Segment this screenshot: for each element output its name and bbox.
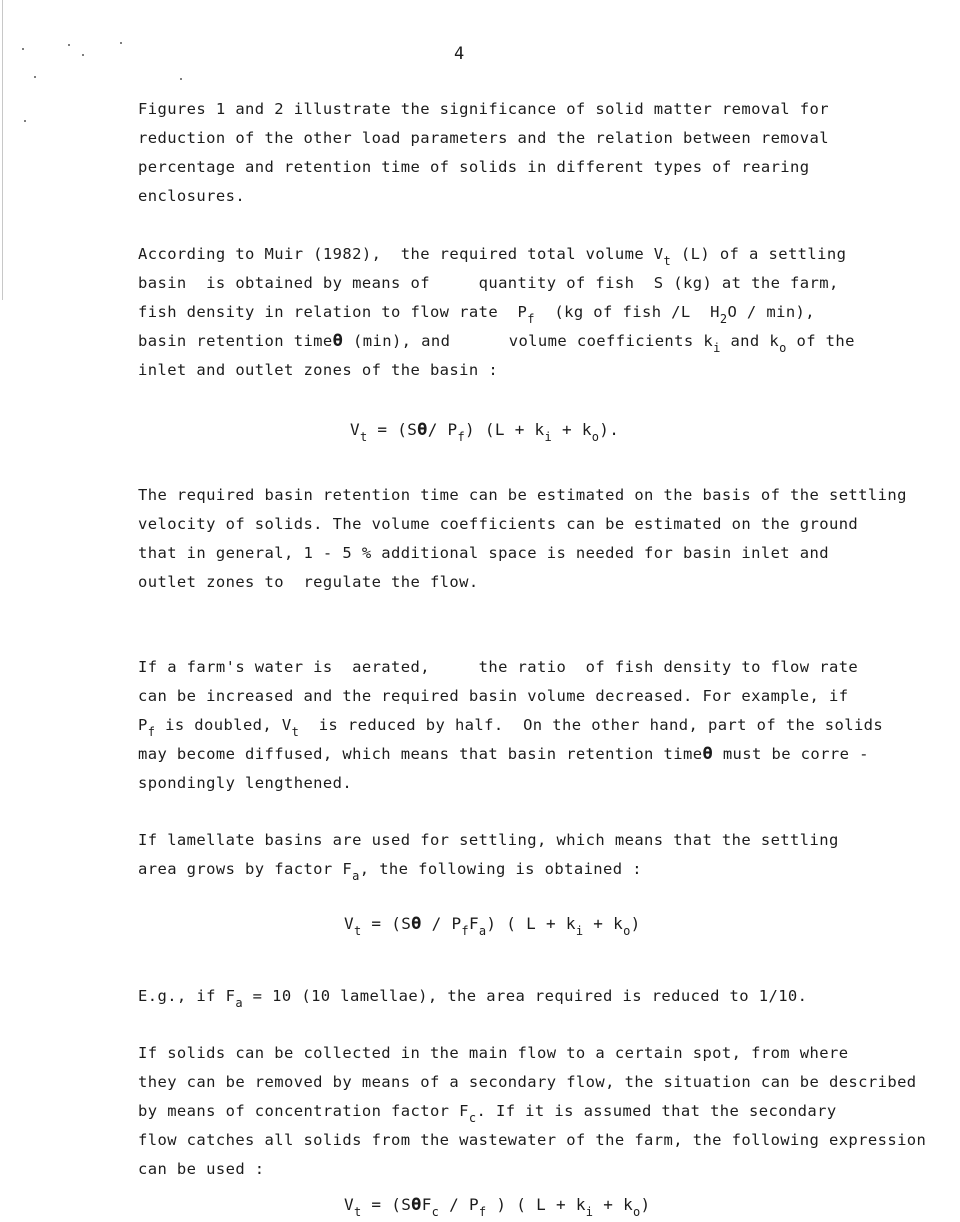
text-line: The required basin retention time can be estimated on the basis of the settling	[138, 486, 907, 504]
scan-speck	[120, 42, 122, 44]
text-line: outlet zones to regulate the flow.	[138, 573, 479, 591]
text-line: basin retention timeϴ (min), and volume coefficients $k_i$ and $k_o$ of the	[138, 331, 855, 355]
scan-speck	[82, 54, 84, 56]
text-line: can be used :	[138, 1160, 265, 1178]
theta-symbol: ϴ	[332, 331, 344, 351]
theta-symbol: ϴ	[702, 744, 714, 764]
text-line: can be increased and the required basin volume decreased. For example, if	[138, 687, 849, 705]
paragraph-concentration	[138, 1039, 938, 1184]
paragraph-muir-volume	[138, 240, 938, 385]
scan-speck	[180, 78, 182, 80]
text-line: inlet and outlet zones of the basin :	[138, 361, 499, 379]
equation-volume-concentration: $V_t = (SϴF_c / P_f$ ) ( $L + k_i + k_o$)	[344, 1195, 651, 1219]
page-number: 4	[454, 44, 465, 64]
text-line: fish density in relation to flow rate $P_f$ (kg of fish /L $H_2O / \min$),	[138, 303, 816, 326]
paragraph-lamellate	[138, 826, 938, 884]
text-line: enclosures.	[138, 187, 246, 205]
text-line: velocity of solids. The volume coefficients can be estimated on the ground	[138, 515, 859, 533]
text-line: E.g., if $F_a = 10$ (10 lamellae), the area required is reduced to 1/10.	[138, 987, 808, 1010]
text-line: spondingly lengthened.	[138, 774, 353, 792]
paragraph-example-lamellae	[138, 982, 938, 1011]
scan-speck	[68, 44, 70, 46]
equation-volume-lamellate: $V_t = (Sϴ / P_fF_a)$ ( $L + k_i + k_o$)	[344, 914, 641, 938]
equation-volume-basic: $V_t = (Sϴ/$ $P_f$) $(L + k_i + k_o)$.	[350, 420, 620, 444]
text-line: that in general, 1 - 5 % additional space is needed for basin inlet and	[138, 544, 829, 562]
scan-speck	[22, 48, 24, 50]
text-line: $P_f$ is doubled, $V_t$ is reduced by half. On the other hand, part of the solids	[138, 716, 884, 739]
text-line: If a farm's water is aerated, the ratio of fish density to flow rate	[138, 658, 859, 676]
paragraph-retention-time	[138, 481, 938, 597]
text-line: they can be removed by means of a secondary flow, the situation can be described	[138, 1073, 917, 1091]
text-line: If solids can be collected in the main flow to a certain spot, from where	[138, 1044, 849, 1062]
paragraph-figures-intro	[138, 95, 938, 211]
scan-speck	[34, 76, 36, 78]
text-line: According to Muir (1982), the required total volume $V_t$ (L) of a settling	[138, 245, 847, 268]
text-line: percentage and retention time of solids in different types of rearing	[138, 158, 810, 176]
text-line: flow catches all solids from the wastewater of the farm, the following expression	[138, 1131, 927, 1149]
text-line: may become diffused, which means that basin retention timeϴ must be corre -	[138, 744, 869, 764]
text-line: by means of concentration factor $F_c$. If it is assumed that the secondary	[138, 1102, 837, 1125]
scan-margin-line	[2, 0, 3, 300]
text-line: basin is obtained by means of quantity of fish S (kg) at the farm,	[138, 274, 839, 292]
text-line: area grows by factor $F_a$, the following is obtained :	[138, 860, 642, 883]
scan-speck	[24, 120, 26, 122]
paragraph-aeration	[138, 653, 938, 798]
text-line: Figures 1 and 2 illustrate the significance of solid matter removal for	[138, 100, 829, 118]
text-line: If lamellate basins are used for settling, which means that the settling	[138, 831, 839, 849]
text-line: reduction of the other load parameters and the relation between removal	[138, 129, 829, 147]
